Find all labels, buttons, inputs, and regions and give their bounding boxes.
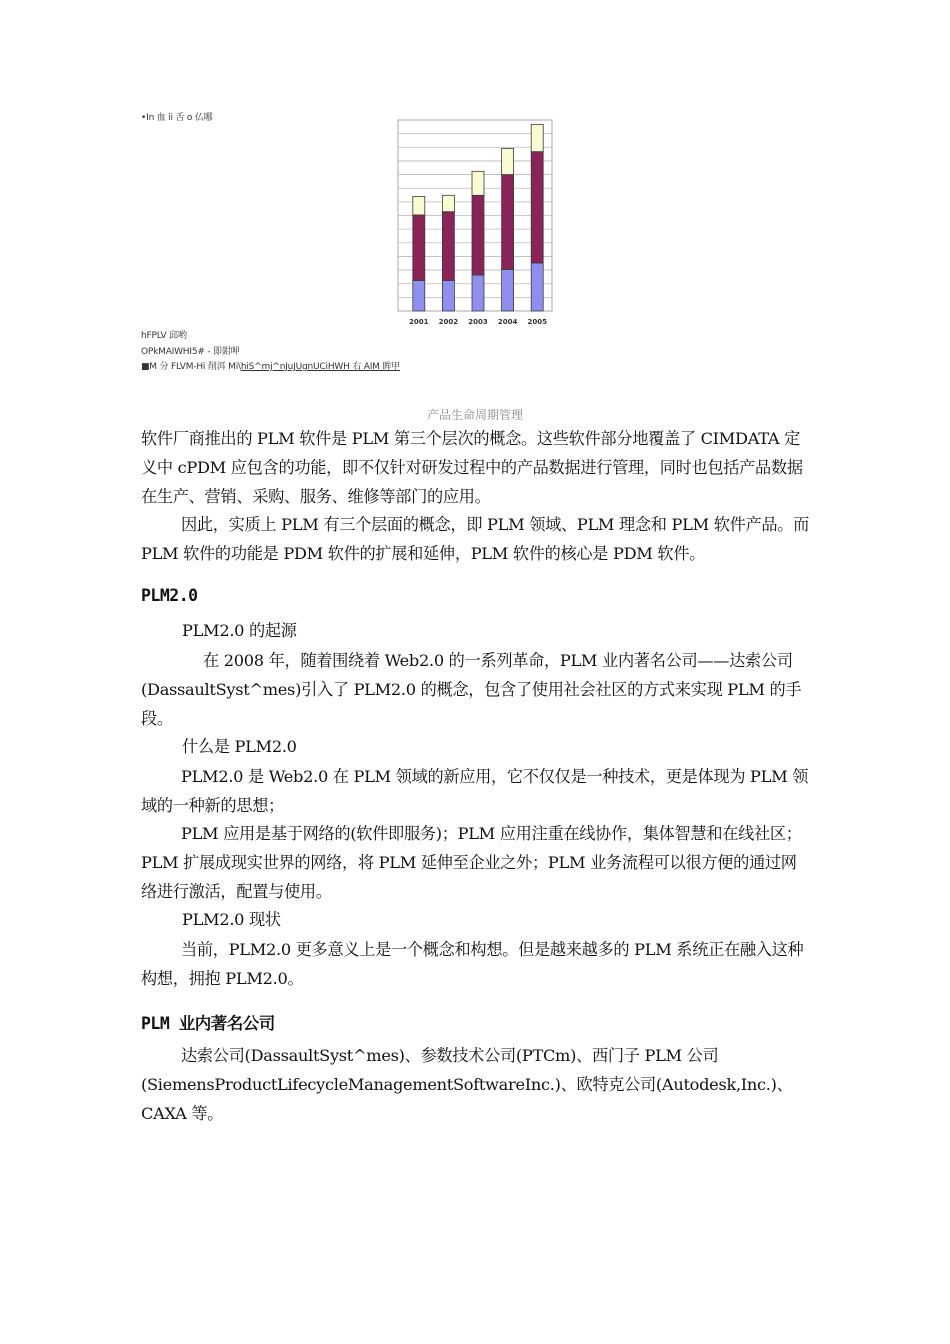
- bar-segment-2001-s0: [413, 280, 425, 311]
- paragraph-plm2-status: 当前，PLM2.0 更多意义上是一个概念和构想。但是越来越多的 PLM 系统正在融入这种构想，拥抱 PLM2.0。: [141, 940, 804, 988]
- figure-top-note: •In 血 ii 舌 o 仏哪: [141, 113, 213, 123]
- subheading-what-is-plm2: 什么是 PLM2.0: [182, 737, 297, 756]
- bar-segment-2004-s2: [502, 148, 514, 174]
- legend-line-3-link: hiS^mj^nJuJUgnUCiHWH 右 AIM 眸甲: [240, 362, 401, 372]
- bar-segment-2003-s0: [472, 275, 484, 311]
- bar-segment-2001-s1: [413, 215, 425, 280]
- paragraph-plm2-definition: PLM2.0 是 Web2.0 在 PLM 领域的新应用，它不仅仅是一种技术，更是体现为 PLM 领域的一种新的思想；: [141, 767, 809, 815]
- paragraph-plm-three-levels: 因此，实质上 PLM 有三个层面的概念，即 PLM 领域、PLM 理念和 PLM 软件产品。而 PLM 软件的功能是 PDM 软件的扩展和延伸，PLM 软件的核心是 PDM 软件。: [141, 515, 810, 563]
- legend-line-2: OPkMAIWHI5# - 即鉗呷: [141, 347, 240, 357]
- bar-segment-2004-s1: [502, 175, 514, 270]
- bar-segment-2005-s0: [531, 263, 543, 311]
- bar-segment-2003-s2: [472, 171, 484, 195]
- bar-segment-2005-s2: [531, 124, 543, 151]
- legend-line-3: [141, 359, 400, 372]
- x-tick-2005: 2005: [527, 318, 547, 326]
- bar-segment-2001-s2: [413, 196, 425, 215]
- paragraph-plm2-features: PLM 应用是基于网络的(软件即服务)；PLM 应用注重在线协作，集体智慧和在线社区；PLM 扩展成现实世界的网络，将 PLM 延伸至企业之外；PLM 业务流程可以很方便的通过网络进行激活，配置与使用。: [141, 824, 802, 901]
- heading-plm-companies: PLM 业内著名公司: [141, 1014, 275, 1033]
- heading-plm2: PLM2.0: [141, 586, 198, 605]
- bar-segment-2002-s0: [442, 280, 454, 311]
- x-tick-2001: 2001: [409, 318, 429, 326]
- x-tick-2002: 2002: [438, 318, 459, 326]
- x-tick-2003: 2003: [468, 318, 488, 326]
- plm-stacked-bar-chart: [396, 118, 556, 330]
- subheading-plm2-status: PLM2.0 现状: [182, 910, 281, 929]
- paragraph-plm-software: 软件厂商推出的 PLM 软件是 PLM 第三个层次的概念。这些软件部分地覆盖了 CIMDATA 定义中 cPDM 应包含的功能，即不仅针对研发过程中的产品数据进行管理，同时也包括产品数据在生产、营销、采购、服务、维修等部门的应用。: [141, 429, 803, 506]
- figure-caption: 产品生命周期管理: [426, 408, 523, 422]
- bar-segment-2002-s1: [442, 212, 454, 281]
- x-tick-2004: 2004: [497, 318, 518, 326]
- bar-segment-2002-s2: [442, 195, 454, 211]
- bar-segment-2004-s0: [502, 270, 514, 311]
- paragraph-plm-companies: 达索公司(DassaultSyst^mes)、参数技术公司(PTCm)、西门子 PLM 公司(SiemensProductLifecycleManagementSoftwareInc.)、欧特克公司(Autodesk,Inc.)、CAXA 等。: [141, 1046, 793, 1123]
- legend-line-1: hFPLV 邱哟: [141, 331, 187, 341]
- chart-x-ticks: [409, 318, 547, 326]
- bar-segment-2003-s1: [472, 195, 484, 275]
- bar-segment-2005-s1: [531, 152, 543, 263]
- paragraph-plm2-origin: 在 2008 年，随着围绕着 Web2.0 的一系列革命，PLM 业内著名公司——达索公司(DassaultSyst^mes)引入了 PLM2.0 的概念，包含了使用社会社区的方式来实现 PLM 的手段。: [141, 651, 802, 728]
- subheading-plm2-origin: PLM2.0 的起源: [182, 621, 297, 640]
- legend-line-3-prefix: ■M 分 FLVM-Hi 削洱 Mi\: [141, 362, 241, 372]
